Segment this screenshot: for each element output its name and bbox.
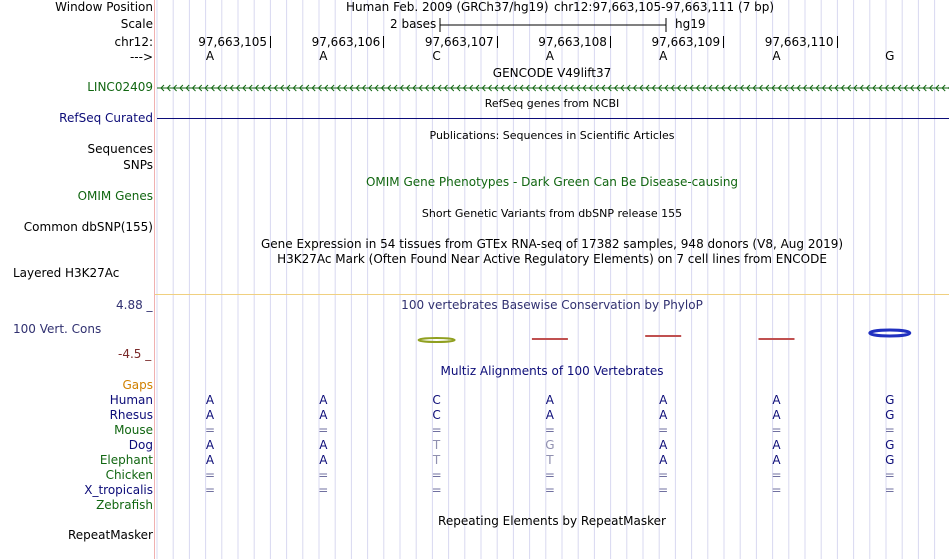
aligned-base: = <box>204 468 216 482</box>
scale-bar-text: 2 bases <box>390 17 437 31</box>
reference-base: A <box>319 49 328 63</box>
aligned-base: G <box>885 408 895 422</box>
refseq-gene-line[interactable] <box>157 118 949 119</box>
phylop-max-label: 4.88 _ <box>116 298 153 312</box>
gtex-track-title[interactable]: Gene Expression in 54 tissues from GTEx RNA-seq of 17382 samples, 948 donors (V8, Aug 2019) <box>260 237 844 251</box>
aligned-base: T <box>432 453 441 467</box>
coordinate-tick-label: 97,663,105 <box>198 35 267 49</box>
aligned-base: A <box>659 408 668 422</box>
species-label[interactable]: Zebrafish <box>96 498 153 512</box>
aligned-base: = <box>318 423 329 437</box>
species-label[interactable]: Human <box>109 393 153 407</box>
aligned-base: A <box>319 408 328 422</box>
aligned-base: = <box>658 423 669 437</box>
aligned-base: C <box>432 408 441 422</box>
coordinate-tick-label: 97,663,107 <box>424 35 494 49</box>
aligned-base: A <box>545 393 554 407</box>
aligned-base: A <box>772 453 781 467</box>
aligned-base: = <box>884 423 895 437</box>
species-label[interactable]: X_tropicalis <box>84 483 153 497</box>
omim-track-title[interactable]: OMIM Gene Phenotypes - Dark Green Can Be Disease-causing <box>365 175 739 189</box>
phylop-logo-mark <box>759 338 795 340</box>
aligned-base: G <box>885 438 895 452</box>
phylop-track-label[interactable]: 100 Vert. Cons <box>13 322 102 336</box>
aligned-base: = <box>204 423 216 437</box>
coordinate-tick-label: 97,663,106 <box>311 35 381 49</box>
aligned-base: A <box>772 438 781 452</box>
species-label[interactable]: Elephant <box>99 453 153 467</box>
aligned-base: G <box>885 393 895 407</box>
aligned-base: A <box>205 408 215 422</box>
species-label[interactable]: Dog <box>128 438 153 452</box>
phylop-min-label: -4.5 _ <box>118 347 152 361</box>
coordinate-tick-label: 97,663,110 <box>764 35 834 49</box>
h3k27ac-track-title[interactable]: H3K27Ac Mark (Often Found Near Active Regulatory Elements) on 7 cell lines from ENCODE <box>277 252 827 266</box>
publications-track-label[interactable]: Sequences <box>87 142 153 156</box>
aligned-base: A <box>659 453 668 467</box>
repeatmasker-track-label[interactable]: RepeatMasker <box>67 528 153 542</box>
aligned-base: A <box>205 438 215 452</box>
aligned-base: A <box>319 393 328 407</box>
h3k27ac-track-label[interactable]: Layered H3K27Ac <box>13 266 120 280</box>
aligned-base: = <box>771 483 782 497</box>
aligned-base: T <box>546 453 554 467</box>
reference-base: A <box>772 49 781 63</box>
snps-track-label[interactable]: SNPs <box>123 158 153 172</box>
multiz-gaps-label: Gaps <box>122 378 153 392</box>
aligned-base: A <box>772 393 781 407</box>
scale-db-label: hg19 <box>675 17 706 31</box>
scale-label: Scale <box>120 17 153 31</box>
aligned-base: = <box>431 423 442 437</box>
publications-track-title[interactable]: Publications: Sequences in Scientific Articles <box>429 129 675 142</box>
aligned-base: = <box>658 483 669 497</box>
dbsnp-track-title[interactable]: Short Genetic Variants from dbSNP release 155 <box>421 207 683 220</box>
aligned-base: = <box>884 483 895 497</box>
aligned-base: A <box>772 408 781 422</box>
gencode-track-title[interactable]: GENCODE V49lift37 <box>492 66 612 80</box>
aligned-base: A <box>659 393 668 407</box>
aligned-base: G <box>545 438 555 452</box>
coordinate-tick-label: 97,663,109 <box>651 35 721 49</box>
coordinate-tick-label: 97,663,108 <box>538 35 607 49</box>
repeatmasker-track-title[interactable]: Repeating Elements by RepeatMasker <box>438 514 666 528</box>
aligned-base: A <box>659 438 668 452</box>
phylop-logo-mark <box>870 330 910 336</box>
gencode-track-label[interactable]: LINC02409 <box>87 80 153 94</box>
aligned-base: = <box>431 468 442 482</box>
aligned-base: = <box>658 468 669 482</box>
coordinate-tick <box>723 36 724 48</box>
window-position-label: Window Position <box>55 0 153 14</box>
species-label[interactable]: Rhesus <box>109 408 153 422</box>
h3k27ac-baseline <box>155 294 949 295</box>
aligned-base: = <box>431 483 442 497</box>
assembly-title[interactable]: Human Feb. 2009 (GRCh37/hg19) <box>346 0 549 14</box>
aligned-base: = <box>318 483 329 497</box>
multiz-track-title[interactable]: Multiz Alignments of 100 Vertebrates <box>440 364 664 378</box>
aligned-base: T <box>432 438 441 452</box>
aligned-base: A <box>545 408 554 422</box>
aligned-base: A <box>319 438 328 452</box>
gencode-gene-model[interactable] <box>157 81 949 95</box>
aligned-base: A <box>319 453 328 467</box>
aligned-base: = <box>771 468 782 482</box>
aligned-base: = <box>318 468 329 482</box>
species-label[interactable]: Chicken <box>105 468 153 482</box>
coordinate-tick <box>497 36 498 48</box>
phylop-logo-mark <box>532 338 568 340</box>
position-readout[interactable]: chr12:97,663,105-97,663,111 (7 bp) <box>554 0 775 14</box>
aligned-base: = <box>204 483 216 497</box>
coordinate-tick <box>270 36 271 48</box>
aligned-base: C <box>432 393 441 407</box>
label-column-divider <box>154 0 155 559</box>
aligned-base: = <box>771 423 782 437</box>
aligned-base: = <box>544 468 555 482</box>
phylop-track-title[interactable]: 100 vertebrates Basewise Conservation by PhyloP <box>401 298 703 312</box>
refseq-track-label[interactable]: RefSeq Curated <box>59 111 153 125</box>
phylop-logo-mark <box>419 338 455 342</box>
reference-base: A <box>659 49 668 63</box>
coordinate-tick <box>610 36 611 48</box>
omim-track-label[interactable]: OMIM Genes <box>77 189 153 203</box>
aligned-base: A <box>205 393 215 407</box>
reference-base: C <box>432 49 441 63</box>
chrom-label: chr12: <box>114 35 153 49</box>
coordinate-tick <box>383 36 384 48</box>
reference-base: G <box>885 49 895 63</box>
coordinate-tick <box>837 36 838 48</box>
aligned-base: G <box>885 453 895 467</box>
phylop-logo-mark <box>645 335 681 337</box>
reference-base: A <box>545 49 554 63</box>
aligned-base: A <box>205 453 215 467</box>
scale-bar <box>438 17 670 33</box>
species-label[interactable]: Mouse <box>114 423 153 437</box>
strand-arrow-icon <box>949 85 950 91</box>
aligned-base: = <box>544 423 555 437</box>
aligned-base: = <box>884 468 895 482</box>
strand-label: ---> <box>129 50 153 64</box>
reference-base: A <box>205 49 215 63</box>
dbsnp-track-label[interactable]: Common dbSNP(155) <box>23 220 153 234</box>
aligned-base: = <box>544 483 555 497</box>
refseq-track-title[interactable]: RefSeq genes from NCBI <box>484 97 620 110</box>
phylop-logo-plot[interactable] <box>155 322 949 352</box>
